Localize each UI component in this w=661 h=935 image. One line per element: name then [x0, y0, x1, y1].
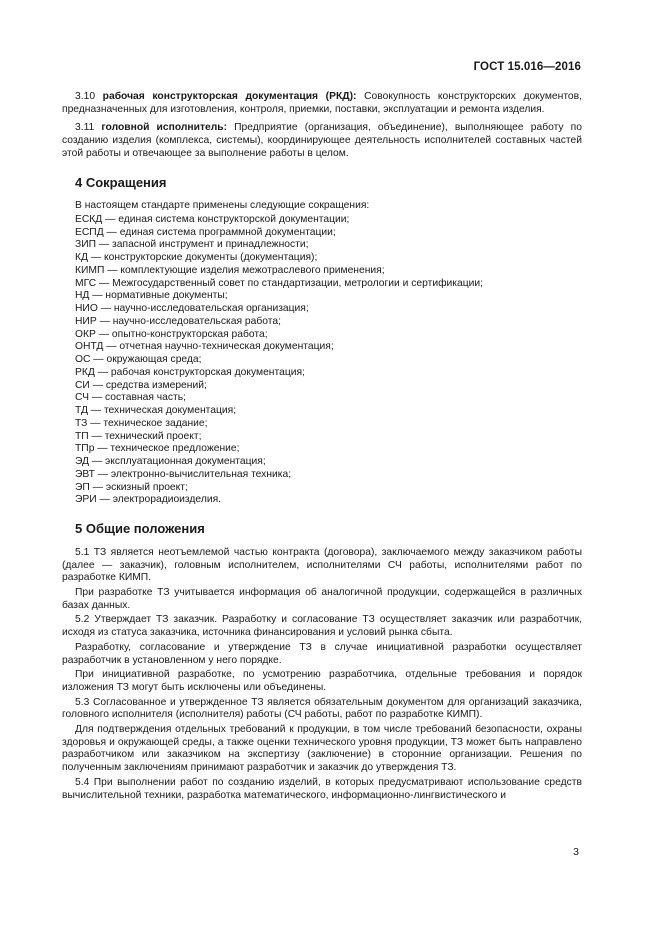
paragraph: При разработке ТЗ учитывается информация об аналогичной продукции, содержащейся в различных базах данных.	[62, 586, 582, 611]
abbreviation-item: ЭВТ — электронно-вычислительная техника;	[75, 468, 292, 480]
term-number: 3.10	[75, 91, 96, 102]
paragraph: 5.1 ТЗ является неотъемлемой частью контракта (договора), заключаемого между заказчиком работы (далее — заказчик), головным исполнителем, исполнителями СЧ работы, исполнителями работ по разработке КИМП.	[62, 546, 582, 584]
abbreviation-item: СЧ — составная часть;	[75, 392, 186, 404]
abbreviation-item: НИР — научно-исследовательская работа;	[75, 315, 281, 327]
abbreviation-item: ТПр — техническое предложение;	[75, 443, 240, 455]
abbreviation-item: СИ — средства измерений;	[75, 379, 207, 391]
paragraph: Разработку, согласование и утверждение ТЗ в случае инициативной разработки осуществляет разработчик в установленном у него порядке.	[62, 641, 582, 666]
abbreviation-item: ЭРИ — электрорадиоизделия.	[75, 494, 222, 506]
abbreviation-item: ЭП — эскизный проект;	[75, 481, 188, 493]
abbreviation-item: ЕСПД — единая система программной документации;	[75, 226, 336, 238]
abbreviation-item: ЗИП — запасной инструмент и принадлежности;	[75, 239, 309, 251]
abbreviation-item: ОНТД — отчетная научно-техническая документация;	[75, 341, 334, 353]
term-3-11	[62, 122, 582, 160]
section-5-title: 5 Общие положения	[75, 521, 205, 537]
abbreviation-item: КИМП — комплектующие изделия межотраслевого применения;	[75, 264, 385, 276]
term-number: 3.11	[75, 122, 95, 134]
abbreviation-item: ТП — технический проект;	[75, 430, 202, 442]
abbreviation-item: ТД — техническая документация;	[75, 405, 237, 417]
page-content	[62, 91, 582, 804]
page-number: 3	[573, 846, 579, 858]
abbreviations-intro: В настоящем стандарте применены следующие сокращения:	[75, 200, 370, 212]
term-3-10	[62, 91, 582, 116]
abbreviation-item: НИО — научно-исследовательская организация;	[75, 303, 309, 315]
abbreviation-item: МГС — Межгосударственный совет по стандартизации, метрологии и сертификации;	[75, 277, 484, 289]
paragraph: При инициативной разработке, по усмотрению разработчика, отдельные требования и порядок изложения ТЗ могут быть исключены или объединены.	[62, 669, 582, 693]
paragraph: 5.4 При выполнении работ по созданию изделий, в которых предусматривают использование средств вычислительной техники, разработка математического, информационно-лингвистического и	[62, 776, 582, 801]
term-title: рабочая конструкторская документация (РКД):	[102, 91, 357, 102]
abbreviation-item: КД — конструкторские документы (документация);	[75, 252, 318, 264]
abbreviation-item: ТЗ — техническое задание;	[75, 417, 208, 429]
term-title: головной исполнитель:	[101, 122, 228, 134]
abbreviation-item: ОКР — опытно-конструкторская работа;	[75, 328, 268, 340]
standard-header: ГОСТ 15.016—2016	[473, 61, 581, 73]
abbreviation-item: РКД — рабочая конструкторская документация;	[75, 366, 305, 378]
abbreviation-item: ОС — окружающая среда;	[75, 354, 202, 366]
term-definition: Совокупность конструкторских документов, предназначенных для изготовления, контроля, приемки, поставки, эксплуатации и ремонта изделия.	[62, 91, 582, 115]
abbreviation-item: НД — нормативные документы;	[75, 290, 228, 302]
abbreviation-item: ЭД — эксплуатационная документация;	[75, 456, 266, 468]
paragraph: 5.3 Согласованное и утвержденное ТЗ является обязательным документом для организаций заказчика, головного исполнителя (исполнителя) работы (СЧ работы, работ по разработке КИМП).	[62, 696, 582, 721]
paragraph: 5.2 Утверждает ТЗ заказчик. Разработку и согласование ТЗ осуществляет заказчик или разработчик, исходя из статуса заказчика, источника финансирования и условий рынка сбыта.	[62, 614, 582, 639]
section-4-title: 4 Сокращения	[75, 174, 167, 190]
paragraph: Для подтверждения отдельных требований к продукции, в том числе требований безопасности, охраны здоровья и окружающей среды, а также оценки технического уровня продукции, ТЗ может быть направлено разработчиком или заказчиком на экспертизу (заключение) в сторонние организации. Решения по полученным заключениям принимают разработчик и заказчик до утверждения ТЗ.	[62, 724, 582, 774]
abbreviations-list	[62, 214, 582, 507]
term-definition: Предприятие (организация, объединение), выполняющее работу по созданию изделия (комплекса, системы), координирующее деятельность исполнителей составных частей этой работы и отвечающее за выполнение работы в целом.	[62, 122, 582, 159]
abbreviation-item: ЕСКД — единая система конструкторской документации;	[75, 213, 350, 225]
